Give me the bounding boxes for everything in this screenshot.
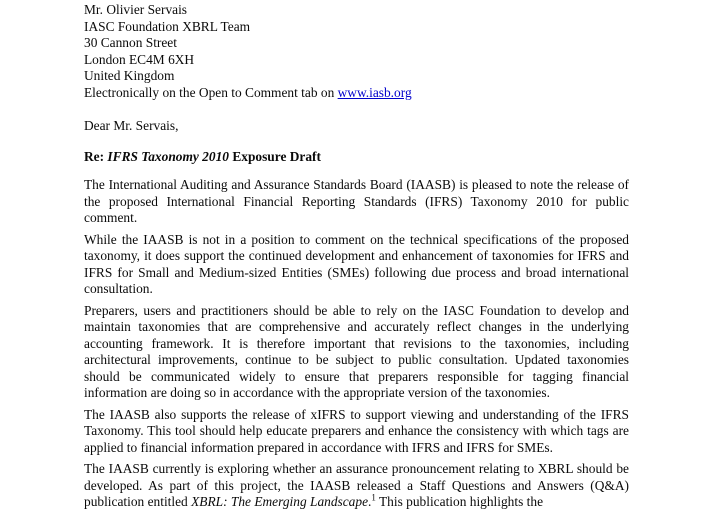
delivery-method-text: Electronically on the Open to Comment tab on xyxy=(84,84,338,100)
body-paragraph-4: The IAASB also supports the release of xIFRS to support viewing and understanding of the IFRS Taxonomy. This tool should help educate preparers and enhance the consistency with which tags are applied to financial information prepared in accordance with IFRS and IFRS for SMEs. xyxy=(84,406,629,455)
closing-paragraph-lead: The IAASB currently is exploring whether an assurance pronouncement relating to XBRL should be developed. As part of this project, the IAASB released a Staff Questions and Answers (Q&A) publication entitled xyxy=(84,461,629,509)
delivery-method-line xyxy=(84,85,629,102)
recipient-name: Mr. Olivier Servais xyxy=(84,2,188,17)
recipient-organization: IASC Foundation XBRL Team xyxy=(84,18,251,34)
subject-suffix: Exposure Draft xyxy=(228,148,321,164)
iasb-website-link[interactable]: www.iasb.org xyxy=(337,84,412,100)
subject-title: IFRS Taxonomy 2010 xyxy=(107,148,229,164)
body-paragraph-3: Preparers, users and practitioners should be able to rely on the IASC Foundation to develop and maintain taxonomies that are comprehensive and accurately reflect changes in the underlying accounting framework. It is therefore important that revisions to the taxonomies, including architectural improvements, continue to be subject to public consultation. Updated taxonomies should be communicated widely to ensure that preparers responsible for tagging financial information are doing so in accordance with the appropriate version of the taxonomies. xyxy=(84,302,629,400)
recipient-country: United Kingdom xyxy=(84,68,175,83)
recipient-street: 30 Cannon Street xyxy=(84,35,177,50)
closing-paragraph-period: . xyxy=(368,494,372,509)
publication-title: XBRL: The Emerging Landscape xyxy=(191,494,369,509)
body-paragraph-1: The International Auditing and Assurance Standards Board (IAASB) is pleased to note the release of the proposed International Financial Reporting Standards (IFRS) Taxonomy 2010 for public comment. xyxy=(84,177,629,225)
subject-prefix: Re: xyxy=(84,148,108,164)
body-paragraph-5 xyxy=(84,461,629,511)
footnote-marker: 1 xyxy=(371,492,376,503)
closing-paragraph-tail: This publication highlights the xyxy=(375,494,544,509)
letter-page xyxy=(84,2,629,511)
salutation: Dear Mr. Servais, xyxy=(84,118,179,133)
subject-line xyxy=(84,149,629,166)
recipient-city: London EC4M 6XH xyxy=(84,51,195,67)
recipient-address-block xyxy=(84,2,629,101)
body-paragraph-2: While the IAASB is not in a position to comment on the technical specifications of the proposed taxonomy, it does support the continued development and enhancement of taxonomies for IFRS and IFRS for Small and Medium-sized Entities (SMEs) following due process and broad international consultation. xyxy=(84,231,629,296)
